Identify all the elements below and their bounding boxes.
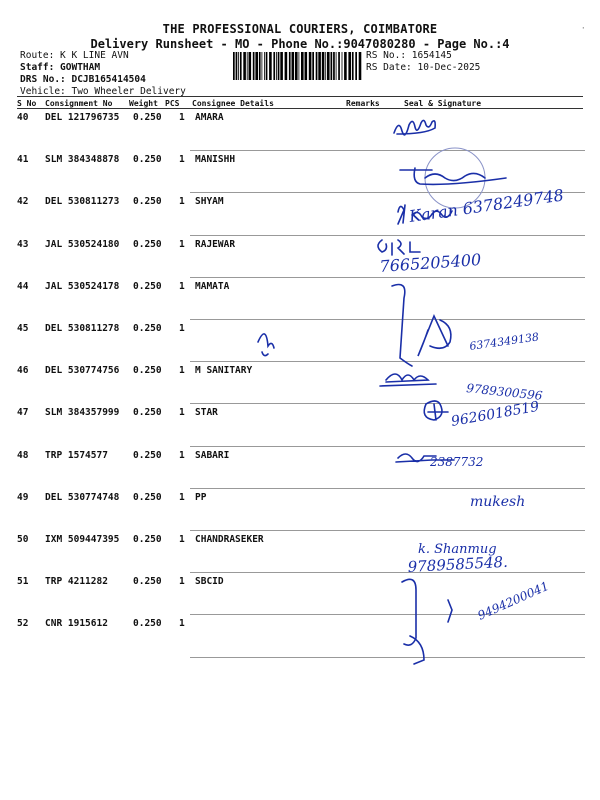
barcode-bar [316, 52, 318, 80]
table-row [15, 194, 585, 236]
barcode-bar [269, 52, 272, 80]
barcode-bar [262, 52, 263, 80]
cell-consignment: DEL 530774748 [45, 491, 120, 503]
barcode-bar [264, 52, 265, 80]
col-consignment: Consignment No [45, 99, 113, 108]
cell-sno: 46 [17, 365, 29, 377]
row-divider [190, 235, 585, 236]
cell-pcs: 1 [179, 407, 185, 419]
staff-label: Staff: GOWTHAM [20, 62, 101, 73]
table-row [15, 110, 585, 152]
cell-consignment: DEL 121796735 [45, 112, 120, 123]
table-row [15, 152, 585, 194]
cell-pcs: 1 [179, 196, 185, 208]
cell-sno: 41 [17, 154, 29, 166]
cell-pcs: 1 [179, 365, 185, 377]
cell-weight: 0.250 [133, 112, 162, 123]
cell-sno: 51 [17, 576, 29, 588]
table-row [15, 237, 585, 279]
company-title: THE PROFESSIONAL COURIERS, COIMBATORE [162, 22, 438, 36]
signature-50-phone: 9789585548. [407, 552, 509, 576]
row-divider [190, 488, 585, 489]
row-divider [190, 572, 585, 573]
cell-consignment: TRP 4211282 [45, 576, 108, 588]
route-label: Route: K K LINE AVN [20, 50, 129, 61]
barcode-bar [318, 52, 321, 80]
signature-48-text: 2387732 [430, 455, 484, 469]
row-divider [190, 319, 585, 320]
col-consignee: Consignee Details [192, 99, 274, 108]
col-remarks: Remarks [346, 99, 380, 108]
cell-consignee: AMARA [195, 112, 224, 123]
barcode-bar [336, 52, 337, 80]
barcode-bar [259, 52, 261, 80]
cell-consignment: IXM 509447395 [45, 534, 120, 545]
cell-weight: 0.250 [133, 323, 162, 334]
barcode-bar [301, 52, 304, 80]
signature-43-text: 7665205400 [378, 249, 482, 276]
cell-pcs: 1 [179, 449, 185, 461]
table-row [15, 321, 585, 363]
cell-consignee: SABARI [195, 449, 230, 461]
table-row [15, 532, 585, 574]
signature-46-text: 9789300596 [465, 381, 544, 403]
cell-consignment: DEL 530811273 [45, 196, 120, 208]
cell-consignee: MAMATA [195, 280, 230, 292]
row-divider [190, 403, 585, 404]
cell-weight: 0.250 [133, 280, 162, 292]
signature-45-text: 6374349138 [468, 330, 540, 353]
col-seal-signature: Seal & Signature [404, 99, 482, 108]
row-divider [190, 361, 585, 362]
cell-pcs: 1 [179, 618, 185, 630]
signature-50-text: k. Shanmug [418, 542, 497, 557]
cell-consignment: JAL 530524180 [45, 238, 120, 250]
cell-pcs: 1 [179, 154, 185, 166]
barcode-bar [247, 52, 248, 80]
barcode-bar [276, 52, 277, 80]
cell-consignment: JAL 530524178 [45, 280, 120, 292]
cell-consignment: TRP 1574577 [45, 449, 108, 461]
header-bottom-rule [17, 108, 583, 109]
row-divider [190, 446, 585, 447]
header-top-rule [17, 96, 583, 97]
barcode-bar [295, 52, 298, 80]
cell-pcs: 1 [179, 576, 185, 588]
table-row [15, 448, 585, 490]
barcode-bar [285, 52, 288, 80]
cell-sno: 45 [17, 323, 29, 334]
cell-sno: 49 [17, 491, 29, 503]
barcode-bar [331, 52, 333, 80]
cell-weight: 0.250 [133, 365, 162, 377]
cell-consignment: DEL 530774756 [45, 365, 120, 377]
cell-weight: 0.250 [133, 491, 162, 503]
barcode-bar [278, 52, 280, 80]
cell-weight: 0.250 [133, 576, 162, 588]
cell-sno: 48 [17, 449, 29, 461]
cell-weight: 0.250 [133, 154, 162, 166]
cell-pcs: 1 [179, 534, 185, 545]
cell-consignee: M SANITARY [195, 365, 253, 377]
cell-consignee: MANISHH [195, 154, 236, 166]
cell-weight: 0.250 [133, 449, 162, 461]
table-row [15, 574, 585, 616]
cell-pcs: 1 [179, 112, 185, 123]
rs-date-label: RS Date: 10-Dec-2025 [366, 62, 481, 73]
barcode-bar [348, 52, 351, 80]
cell-consignment: SLM 384348878 [45, 154, 120, 166]
signature-42-text: Karan 6378249748 [407, 185, 565, 226]
barcode-bar [299, 52, 300, 80]
barcode-bar [236, 52, 238, 80]
barcode-image [233, 52, 363, 80]
barcode-bar [255, 52, 258, 80]
cell-pcs: 1 [179, 280, 185, 292]
cell-sno: 40 [17, 112, 29, 123]
cell-weight: 0.250 [133, 196, 162, 208]
barcode-bar [325, 52, 326, 80]
row-divider [190, 614, 585, 615]
runsheet-subtitle: Delivery Runsheet - MO - Phone No.:9047080280 - Page No.:4 [90, 37, 510, 51]
barcode-bar [238, 52, 239, 80]
cell-sno: 43 [17, 238, 29, 250]
barcode-bar [253, 52, 255, 80]
cell-consignment: CNR 1915612 [45, 618, 108, 630]
table-row [15, 490, 585, 532]
cell-consignee: CHANDRASEKER [195, 534, 264, 545]
cell-weight: 0.250 [133, 407, 162, 419]
cell-pcs: 1 [179, 323, 185, 334]
barcode-bar [327, 52, 330, 80]
barcode-bar [344, 52, 347, 80]
cell-weight: 0.250 [133, 534, 162, 545]
barcode-bar [280, 52, 283, 80]
rs-no-label: RS No.: 1654145 [366, 50, 452, 61]
barcode-bar [233, 52, 235, 80]
cell-pcs: 1 [179, 238, 185, 250]
table-row [15, 405, 585, 447]
row-divider [190, 277, 585, 278]
col-weight: Weight [129, 99, 158, 108]
cell-consignee: SHYAM [195, 196, 224, 208]
row-divider [190, 192, 585, 193]
cell-consignee: STAR [195, 407, 218, 419]
barcode-bar [338, 52, 340, 80]
table-row [15, 363, 585, 405]
barcode-bar [333, 52, 335, 80]
barcode-bar [273, 52, 275, 80]
col-pcs: PCS [165, 99, 180, 108]
signature-49-text: mukesh [470, 494, 526, 510]
drs-label: DRS No.: DCJB165414504 [20, 74, 146, 85]
corner-mark-top: · [580, 24, 586, 34]
barcode-bar [355, 52, 357, 80]
cell-sno: 47 [17, 407, 29, 419]
cell-sno: 52 [17, 618, 29, 630]
cell-consignee: PP [195, 491, 207, 503]
cell-consignee: RAJEWAR [195, 238, 236, 250]
signature-51-text: 9494200041 [475, 578, 551, 623]
cell-sno: 42 [17, 196, 29, 208]
signature-47-text: 9626018519 [449, 398, 541, 430]
barcode-bar [309, 52, 312, 80]
row-divider [190, 657, 585, 658]
row-divider [190, 530, 585, 531]
cell-weight: 0.250 [133, 618, 162, 630]
row-divider [190, 150, 585, 151]
barcode-bar [240, 52, 242, 80]
col-sno: S No [17, 99, 37, 108]
vehicle-label: Vehicle: Two Wheeler Delivery [20, 86, 186, 97]
barcode-bar [342, 52, 343, 80]
cell-pcs: 1 [179, 491, 185, 503]
barcode-bar [243, 52, 246, 80]
barcode-bar [292, 52, 295, 80]
cell-consignment: DEL 530811278 [45, 323, 120, 334]
barcode-bar [289, 52, 291, 80]
barcode-bar [266, 52, 268, 80]
barcode-bar [352, 52, 354, 80]
cell-consignment: SLM 384357999 [45, 407, 120, 419]
table-row [15, 616, 585, 658]
cell-sno: 44 [17, 280, 29, 292]
barcode-bar [322, 52, 325, 80]
barcode-bar [249, 52, 252, 80]
cell-consignee: SBCID [195, 576, 224, 588]
barcode-bar [359, 52, 362, 80]
barcode-bar [305, 52, 308, 80]
cell-sno: 50 [17, 534, 29, 545]
barcode-bar [312, 52, 314, 80]
table-row [15, 279, 585, 321]
cell-weight: 0.250 [133, 238, 162, 250]
